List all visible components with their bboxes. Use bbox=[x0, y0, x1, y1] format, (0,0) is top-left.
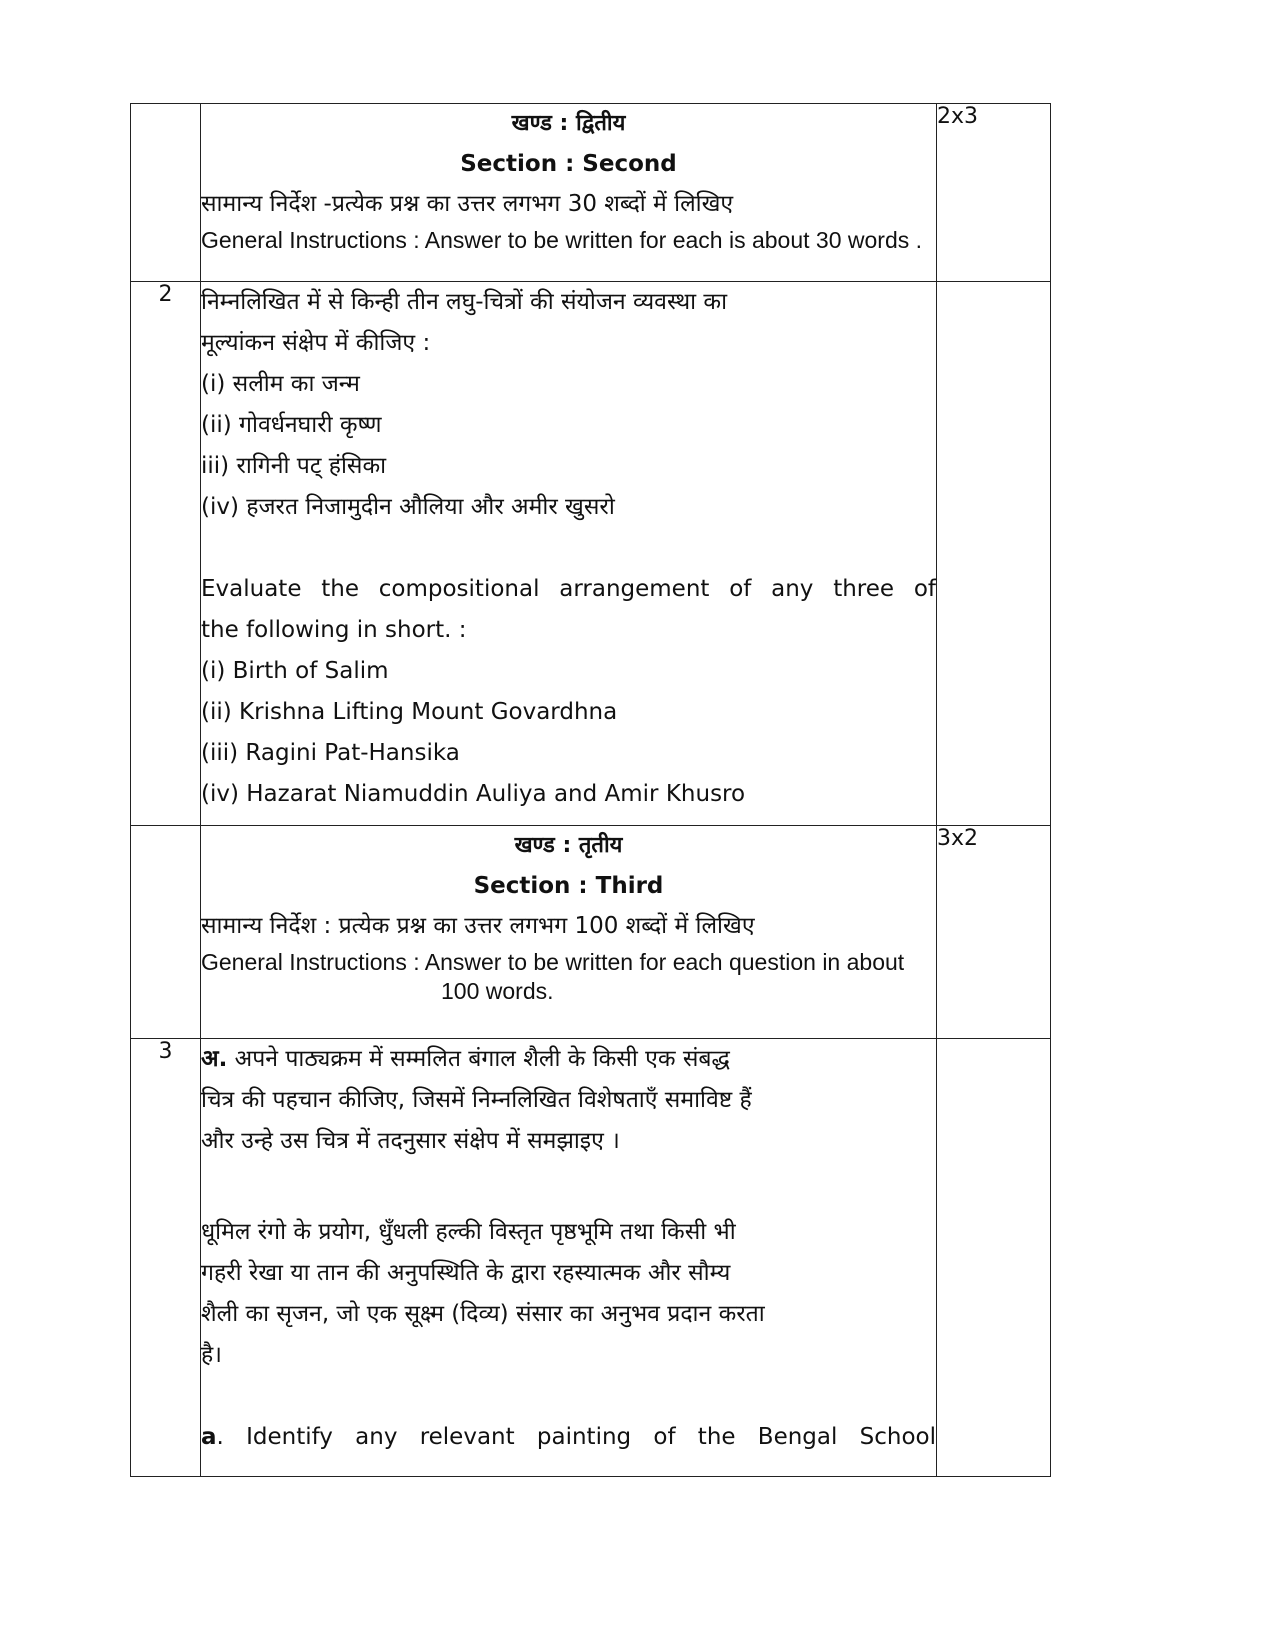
q3-en-line bbox=[201, 1417, 936, 1458]
section-3-instruction-hi: सामान्य निर्देश : प्रत्येक प्रश्न का उत्तर लगभग 100 शब्दों में लिखिए bbox=[201, 913, 755, 940]
q3-para1-line: चित्र की पहचान कीजिए, जिसमें निम्नलिखित विशेषताएँ समाविष्ट हैं bbox=[201, 1087, 752, 1113]
question-3-row bbox=[131, 1039, 1051, 1477]
spacer bbox=[201, 1162, 936, 1212]
question-2-marks-cell bbox=[937, 282, 1051, 826]
question-2-body bbox=[201, 282, 937, 826]
q3-para2-line: शैली का सृजन, जो एक सूक्ष्म (दिव्य) संसार का अनुभव प्रदान करता bbox=[201, 1301, 765, 1327]
question-3-number: 3 bbox=[131, 1039, 201, 1477]
section-3-heading-hi: खण्ड : तृतीय bbox=[514, 833, 623, 859]
question-2-number: 2 bbox=[131, 282, 201, 826]
section-2-marks: 2x3 bbox=[937, 104, 1051, 282]
section-3-body bbox=[201, 826, 937, 1039]
q2-prompt-hi-line-2: मूल्यांकन संक्षेप में कीजिए : bbox=[201, 330, 431, 357]
spacer bbox=[201, 528, 936, 569]
section-2-body bbox=[201, 104, 937, 282]
q2-prompt-en-line-2: the following in short. : bbox=[201, 617, 467, 644]
question-table bbox=[130, 103, 1051, 1477]
q2-item-en: (iv) Hazarat Niamuddin Auliya and Amir Khusro bbox=[201, 781, 746, 808]
q3-para1-text: अपने पाठ्यक्रम में सम्मलित बंगाल शैली के किसी एक संबद्ध bbox=[234, 1046, 730, 1072]
q2-item-hi: (ii) गोवर्धनघारी कृष्ण bbox=[201, 412, 382, 439]
spacer bbox=[201, 1376, 936, 1417]
q2-prompt-en-line-1: Evaluate the compositional arrangement of any three of bbox=[201, 576, 936, 603]
q3-para2-line: गहरी रेखा या तान की अनुपस्थिति के द्वारा रहस्यात्मक और सौम्य bbox=[201, 1260, 731, 1286]
section-2-row bbox=[131, 104, 1051, 282]
q3-label-hi: अ. bbox=[201, 1046, 228, 1072]
question-3-body bbox=[201, 1039, 937, 1477]
q3-en-text: . Identify any relevant painting of the Bengal School bbox=[216, 1424, 936, 1450]
q3-para1-line bbox=[201, 1039, 936, 1080]
q3-para1-line: और उन्हे उस चित्र में तदनुसार संक्षेप में समझाइए । bbox=[201, 1128, 620, 1154]
section-2-instruction-en: General Instructions : Answer to be written for each is about 30 words . bbox=[201, 227, 923, 253]
section-3-marks: 3x2 bbox=[937, 826, 1051, 1039]
q2-item-hi: (i) सलीम का जन्म bbox=[201, 371, 360, 398]
section-3-instruction-en-words: 100 words. bbox=[441, 978, 554, 1005]
q3-para2-line: धूमिल रंगो के प्रयोग, धुँधली हल्की विस्तृत पृष्ठभूमि तथा किसी भी bbox=[201, 1219, 736, 1245]
section-3-instruction-en: General Instructions : Answer to be written for each question in about bbox=[201, 949, 905, 976]
section-2-heading-hi: खण्ड : द्वितीय bbox=[511, 111, 626, 136]
section-2-instruction-hi: सामान्य निर्देश -प्रत्येक प्रश्न का उत्तर लगभग 30 शब्दों में लिखिए bbox=[201, 191, 734, 217]
question-3-marks-cell bbox=[937, 1039, 1051, 1477]
q2-item-en: (i) Birth of Salim bbox=[201, 658, 389, 685]
q3-para2-line: है। bbox=[201, 1342, 222, 1368]
q2-prompt-hi-line-1: निम्नलिखित में से किन्ही तीन लघु-चित्रों की संयोजन व्यवस्था का bbox=[201, 289, 728, 316]
q2-item-en: (iii) Ragini Pat-Hansika bbox=[201, 740, 460, 767]
question-2-row bbox=[131, 282, 1051, 826]
section-3-heading-en: Section : Third bbox=[473, 873, 664, 900]
q2-item-en: (ii) Krishna Lifting Mount Govardhna bbox=[201, 699, 618, 726]
q2-item-hi: (iv) हजरत निजामुदीन औलिया और अमीर खुसरो bbox=[201, 494, 615, 521]
section-3-row bbox=[131, 826, 1051, 1039]
q3-label-en: a bbox=[201, 1424, 217, 1450]
q2-item-hi: iii) रागिनी पट् हंसिका bbox=[201, 453, 387, 480]
section-3-number-cell bbox=[131, 826, 201, 1039]
section-2-heading-en: Section : Second bbox=[460, 151, 677, 177]
section-2-number-cell bbox=[131, 104, 201, 282]
